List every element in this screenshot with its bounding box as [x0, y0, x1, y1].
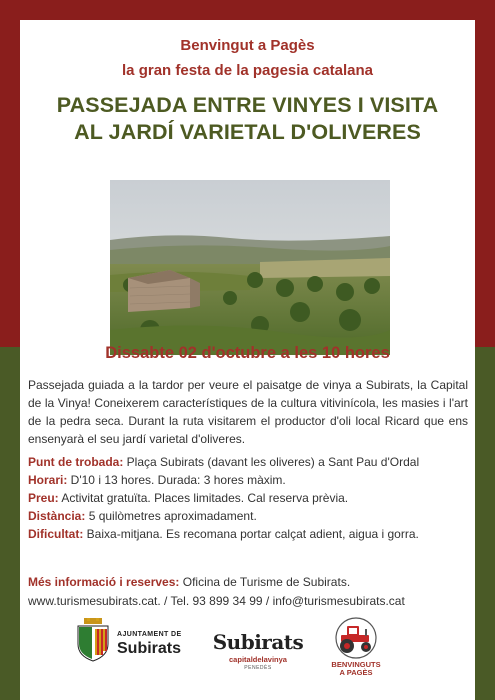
- contact-line: www.turismesubirats.cat. / Tel. 93 899 34 99 / info@turismesubirats.cat: [28, 594, 405, 608]
- detail-label: Horari:: [28, 473, 68, 487]
- more-info-value: Oficina de Turisme de Subirats.: [179, 575, 351, 589]
- benvinguts-a-pages-text: [325, 661, 387, 677]
- subirats-capital-logo: [210, 630, 306, 680]
- benvinguts-a-pages-logo: [325, 616, 387, 690]
- more-info: [28, 573, 468, 591]
- ajuntament-label: AJUNTAMENT DE: [117, 631, 182, 638]
- detail-price: [28, 489, 468, 507]
- event-date: Dissabte 02 d'octubre a les 10 hores: [105, 344, 390, 362]
- poster-card: [20, 20, 475, 700]
- greeting-line-2: la gran festa de la pagesia catalana: [122, 62, 373, 79]
- landscape-photo: [110, 180, 390, 355]
- detail-difficulty: [28, 525, 468, 543]
- event-title: [20, 92, 475, 146]
- detail-value: Activitat gratuïta. Places limitades. Cal reserva prèvia.: [58, 491, 349, 505]
- detail-value: 5 quilòmetres aproximadament.: [85, 509, 257, 523]
- detail-label: Preu:: [28, 491, 59, 505]
- detail-label: Distància:: [28, 509, 86, 523]
- detail-value: D'10 i 13 hores. Durada: 3 hores màxim.: [67, 473, 286, 487]
- title-line-1: PASSEJADA ENTRE VINYES I VISITA: [56, 93, 439, 117]
- subirats-region: PENEDÈS: [244, 665, 272, 671]
- detail-value: Baixa-mitjana. Es recomana portar calçat adient, aigua i gorra.: [83, 527, 419, 541]
- ajuntament-logo: [75, 618, 205, 680]
- coat-of-arms-icon: [75, 618, 111, 662]
- bap-line-1: BENVINGUTS: [331, 660, 381, 669]
- detail-value: Plaça Subirats (davant les oliveres) a Sant Pau d'Ordal: [123, 455, 420, 469]
- more-info-label: Més informació i reserves:: [28, 575, 180, 589]
- detail-label: Punt de trobada:: [28, 455, 124, 469]
- tractor-icon: [325, 616, 387, 660]
- event-description: Passejada guiada a la tardor per veure el paisatge de vinya a Subirats, la Capital de la Vinya! Coneixerem característiques de la cultura vitivinícola, les masies i l'art de la pedra seca. Durant la ruta visitarem el productor d'oli local Ricard que ens ensenyarà el seu jardí varietal d'oliveres.: [28, 378, 468, 446]
- bap-line-2: A PAGÈS: [339, 668, 373, 677]
- ajuntament-name: Subirats: [117, 640, 182, 657]
- subirats-wordmark: Subirats: [212, 630, 304, 654]
- detail-schedule: [28, 471, 468, 489]
- detail-distance: [28, 507, 468, 525]
- title-line-2: AL JARDÍ VARIETAL D'OLIVERES: [74, 120, 421, 144]
- greeting-line-1: Benvingut a Pagès: [180, 37, 315, 54]
- detail-meeting-point: [28, 453, 468, 471]
- detail-label: Dificultat:: [28, 527, 84, 541]
- subirats-tagline: capitaldelavinya: [229, 655, 287, 664]
